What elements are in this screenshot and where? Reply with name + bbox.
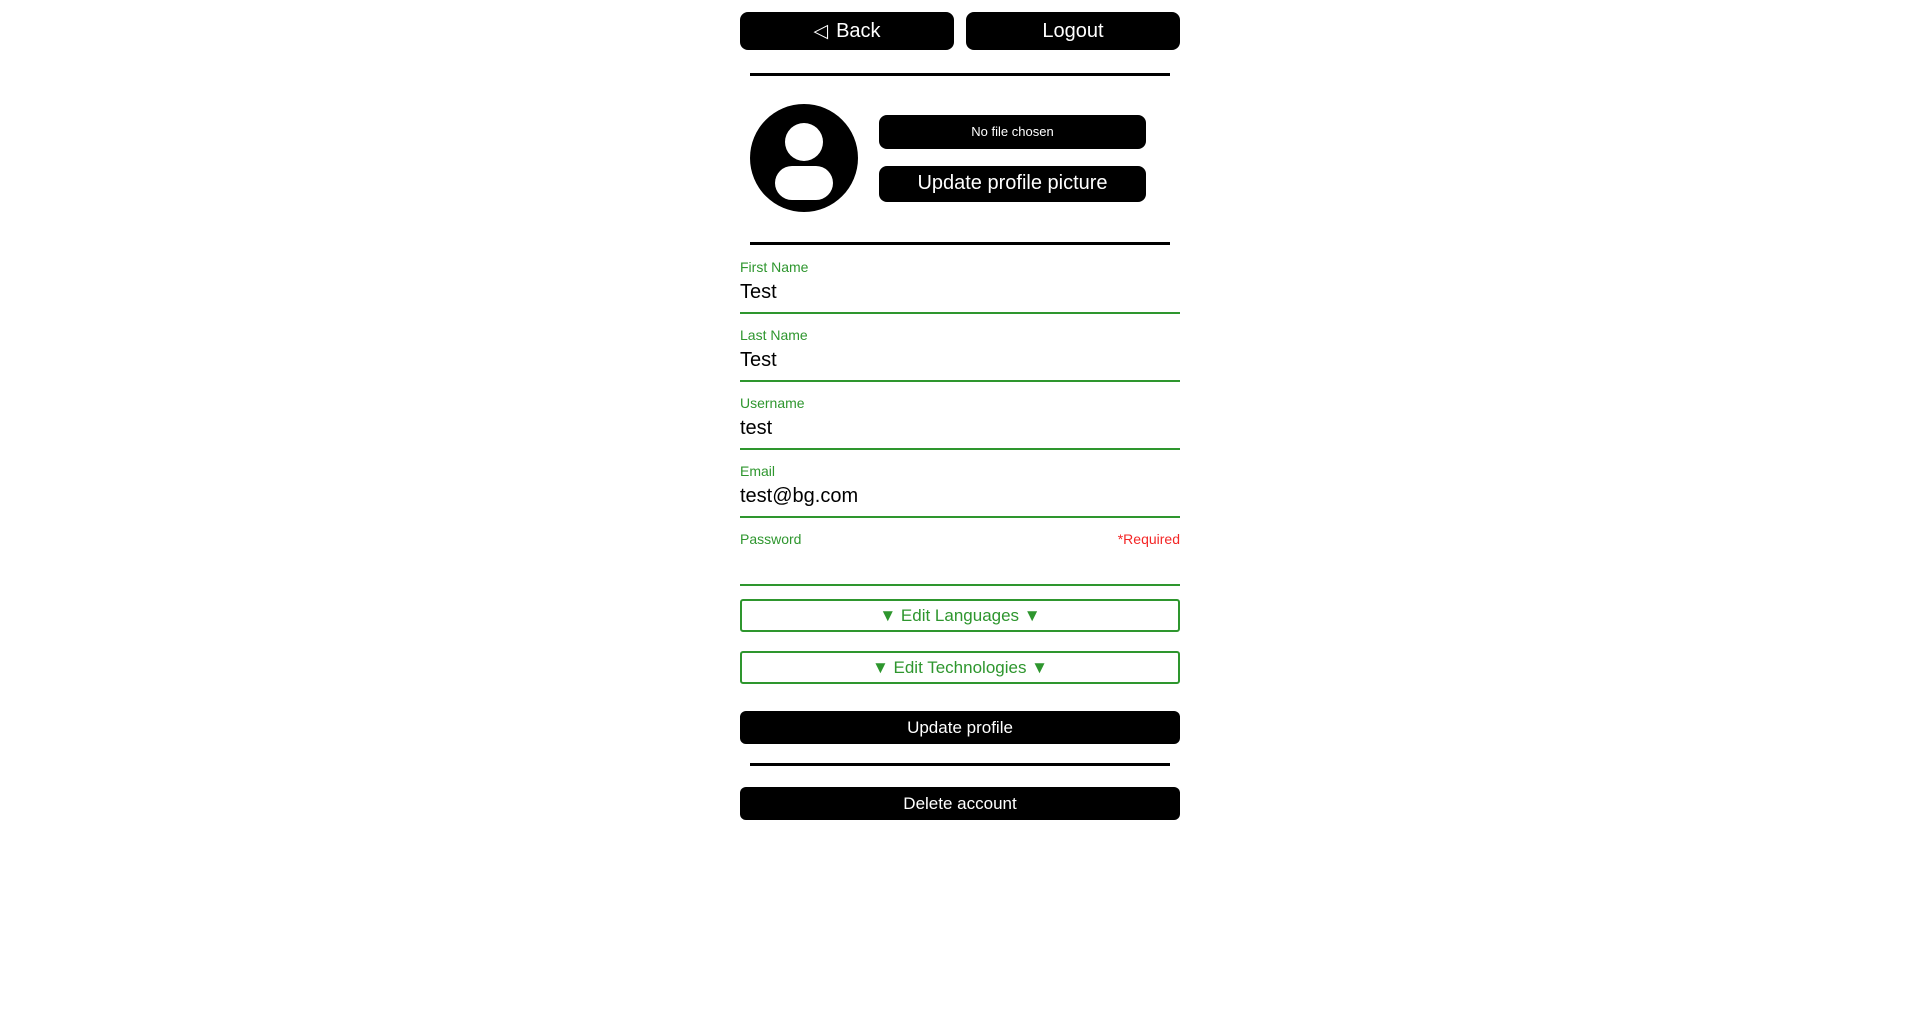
update-profile-button[interactable] <box>740 711 1180 744</box>
update-profile-picture-button[interactable] <box>879 166 1146 202</box>
picture-buttons <box>879 115 1146 202</box>
last-name-label: Last Name <box>740 327 808 343</box>
update-profile-label: Update profile <box>907 717 1013 737</box>
email-label: Email <box>740 463 776 479</box>
avatar-torso-shape <box>775 166 833 200</box>
back-arrow-icon: ◁ <box>813 20 829 42</box>
username-field <box>740 395 1180 450</box>
profile-form <box>740 259 1180 820</box>
password-input[interactable] <box>740 548 1180 584</box>
user-avatar-icon <box>750 104 858 212</box>
delete-account-button[interactable] <box>740 787 1180 820</box>
first-name-label: First Name <box>740 259 809 275</box>
email-input[interactable] <box>740 480 1180 516</box>
logout-button-label: Logout <box>1042 19 1104 42</box>
divider-delete <box>750 763 1170 766</box>
back-button[interactable] <box>740 12 954 50</box>
back-button-label: Back <box>836 19 881 42</box>
divider-picture-form <box>750 242 1170 245</box>
profile-picture-section <box>740 104 1180 212</box>
header-buttons <box>740 12 1180 50</box>
last-name-field <box>740 327 1180 382</box>
username-input[interactable] <box>740 412 1180 448</box>
file-chosen-text: No file chosen <box>971 124 1054 139</box>
first-name-field <box>740 259 1180 314</box>
avatar-head-shape <box>785 123 823 161</box>
last-name-input[interactable] <box>740 344 1180 380</box>
divider-top <box>750 73 1170 76</box>
password-required-note: *Required <box>1117 531 1180 547</box>
first-name-input[interactable] <box>740 276 1180 312</box>
file-input[interactable] <box>879 115 1146 149</box>
password-label: Password <box>740 531 802 547</box>
email-field <box>740 463 1180 518</box>
delete-account-label: Delete account <box>903 793 1017 813</box>
update-profile-picture-label: Update profile picture <box>917 172 1108 194</box>
content-column <box>740 0 1180 820</box>
username-label: Username <box>740 395 805 411</box>
edit-languages-button[interactable]: ▼ Edit Languages ▼ <box>740 599 1180 632</box>
logout-button[interactable] <box>966 12 1180 50</box>
password-field <box>740 531 1180 586</box>
edit-technologies-button[interactable]: ▼ Edit Technologies ▼ <box>740 651 1180 684</box>
